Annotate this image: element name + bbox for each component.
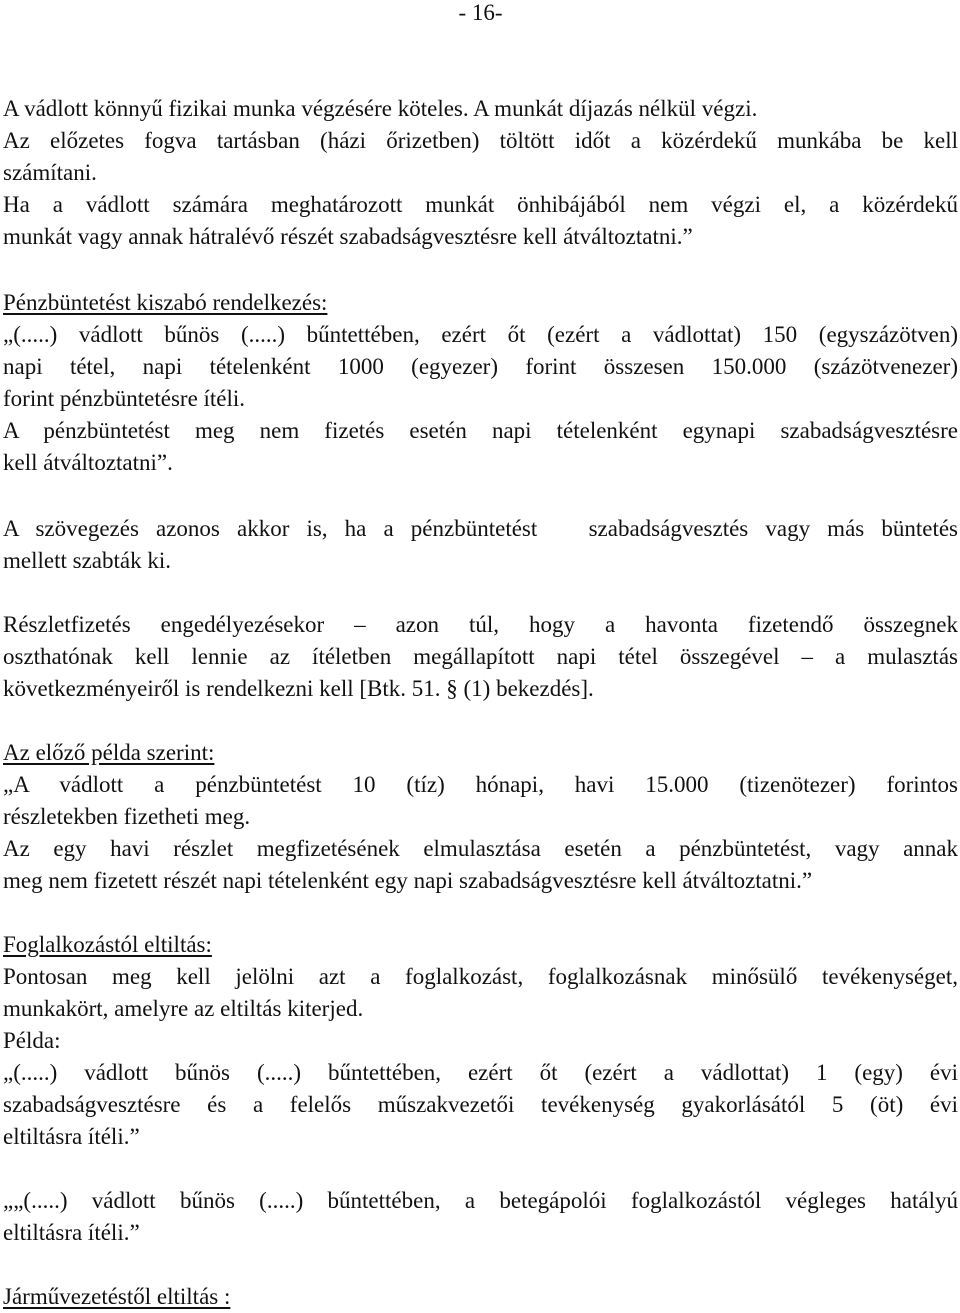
section-heading-fine: Pénzbüntetést kiszabó rendelkezés:	[3, 290, 328, 315]
text-line: Pontosan meg kell jelölni azt a foglalkozást, foglalkozásnak minősülő tevékenységet,	[3, 964, 958, 989]
text-line: mellett szabták ki.	[3, 548, 171, 573]
text-line: szabadságvesztésre és a felelős műszakvezetői tevékenység gyakorlásától 5 (öt) évi	[3, 1092, 958, 1117]
text-line: következményeiről is rendelkezni kell [Btk. 51. § (1) bekezdés].	[3, 676, 594, 701]
paragraph-driving-ban	[3, 1281, 958, 1313]
text-line: A szövegezés azonos akkor is, ha a pénzbüntetést szabadságvesztés vagy más büntetés	[3, 516, 958, 541]
text-line: Az előzetes fogva tartásban (házi őrizetben) töltött időt a közérdekű munkába be kell	[3, 128, 958, 153]
text-line: „A vádlott a pénzbüntetést 10 (tíz) hónapi, havi 15.000 (tizenötezer) forintos	[3, 772, 958, 797]
paragraph-example	[3, 737, 958, 897]
text-line: napi tétel, napi tételenként 1000 (egyezer) forint összesen 150.000 (százötvenezer)	[3, 354, 958, 379]
text-line: oszthatónak kell lennie az ítéletben megállapított napi tétel összegével – a mulasztás	[3, 644, 958, 669]
text-line: eltiltásra ítéli.”	[3, 1124, 140, 1149]
text-line: munkát vagy annak hátralévő részét szabadságvesztésre kell átváltoztatni.”	[3, 224, 693, 249]
text-line: Részletfizetés engedélyezésekor – azon túl, hogy a havonta fizetendő összegnek	[3, 612, 958, 637]
text-line: munkakört, amelyre az eltiltás kiterjed.	[3, 996, 364, 1021]
text-line: forint pénzbüntetésre ítéli.	[3, 386, 246, 411]
paragraph-permanent-ban	[3, 1185, 958, 1249]
text-line: A vádlott könnyű fizikai munka végzésére köteles. A munkát díjazás nélkül végzi.	[3, 96, 758, 121]
text-line: eltiltásra ítéli.”	[3, 1220, 140, 1245]
text-line: Ha a vádlott számára meghatározott munkát önhibájából nem végzi el, a közérdekű	[3, 192, 958, 217]
section-heading-example: Az előző példa szerint:	[3, 740, 215, 765]
paragraph-installments	[3, 609, 958, 705]
text-line: meg nem fizetett részét napi tételenként egy napi szabadságvesztésre kell átváltoztatni.”	[3, 868, 813, 893]
paragraph-community-work	[3, 93, 958, 253]
text-line: számítani.	[3, 160, 97, 185]
text-line: részletekben fizetheti meg.	[3, 804, 251, 829]
text-line: Az egy havi részlet megfizetésének elmulasztása esetén a pénzbüntetést, vagy annak	[3, 836, 958, 861]
page-number: - 16-	[458, 0, 503, 25]
text-line: Példa:	[3, 1028, 61, 1053]
text-line: „„(.....) vádlott bűnös (.....) bűntettében, a betegápolói foglalkozástól végleges hatályú	[3, 1188, 958, 1213]
text-line: kell átváltoztatni”.	[3, 450, 173, 475]
paragraph-fine	[3, 287, 958, 479]
text-line: „(.....) vádlott bűnös (.....) bűntettében, ezért őt (ezért a vádlottat) 1 (egy) évi	[3, 1060, 958, 1085]
text-line: A pénzbüntetést meg nem fizetés esetén napi tételenként egynapi szabadságvesztésre	[3, 418, 958, 443]
paragraph-wording	[3, 513, 958, 577]
text-line: „(.....) vádlott bűnös (.....) bűntettében, ezért őt (ezért a vádlottat) 150 (egyszázötven)	[3, 322, 958, 347]
section-heading-driving-ban: Járművezetéstől eltiltás :	[3, 1284, 231, 1309]
section-heading-occupation-ban: Foglalkozástól eltiltás:	[3, 932, 212, 957]
paragraph-occupation-ban	[3, 929, 958, 1153]
